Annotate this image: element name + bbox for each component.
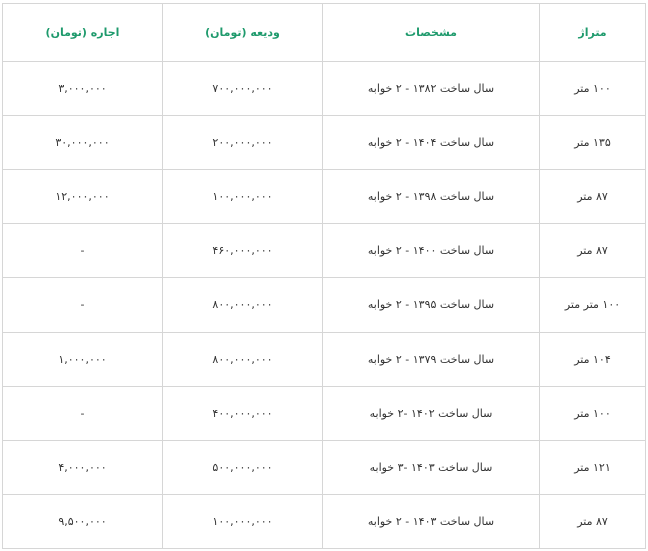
header-specs: مشخصات — [323, 4, 540, 62]
cell-specs: سال ساخت ۱۳۹۸ - ۲ خوابه — [323, 170, 540, 224]
cell-rent: ۳۰,۰۰۰,۰۰۰ — [3, 116, 163, 170]
cell-deposit: ۱۰۰,۰۰۰,۰۰۰ — [163, 494, 323, 548]
cell-specs: سال ساخت ۱۳۸۲ - ۲ خوابه — [323, 62, 540, 116]
header-deposit: ودیعه (تومان) — [163, 4, 323, 62]
cell-specs: سال ساخت ۱۴۰۳ - ۲ خوابه — [323, 494, 540, 548]
cell-deposit: ۷۰۰,۰۰۰,۰۰۰ — [163, 62, 323, 116]
table-row — [3, 386, 646, 440]
table-row — [3, 494, 646, 548]
cell-specs: سال ساخت ۱۴۰۴ - ۲ خوابه — [323, 116, 540, 170]
rental-listings-table-container — [2, 3, 645, 549]
cell-area: ۱۳۵ متر — [540, 116, 646, 170]
cell-area: ۱۰۰ متر متر — [540, 278, 646, 332]
cell-area: ۱۲۱ متر — [540, 440, 646, 494]
table-row — [3, 440, 646, 494]
cell-area: ۱۰۰ متر — [540, 386, 646, 440]
cell-deposit: ۱۰۰,۰۰۰,۰۰۰ — [163, 170, 323, 224]
cell-rent: - — [3, 224, 163, 278]
table-row — [3, 116, 646, 170]
cell-rent: ۳,۰۰۰,۰۰۰ — [3, 62, 163, 116]
cell-specs: سال ساخت ۱۳۹۵ - ۲ خوابه — [323, 278, 540, 332]
cell-rent: ۱۲,۰۰۰,۰۰۰ — [3, 170, 163, 224]
table-row — [3, 170, 646, 224]
cell-rent: - — [3, 278, 163, 332]
cell-rent: - — [3, 386, 163, 440]
table-row — [3, 62, 646, 116]
cell-rent: ۱,۰۰۰,۰۰۰ — [3, 332, 163, 386]
cell-specs: سال ساخت ۱۴۰۰ - ۲ خوابه — [323, 224, 540, 278]
table-header — [3, 4, 646, 62]
table-row — [3, 278, 646, 332]
header-row — [3, 4, 646, 62]
cell-deposit: ۴۰۰,۰۰۰,۰۰۰ — [163, 386, 323, 440]
cell-deposit: ۵۰۰,۰۰۰,۰۰۰ — [163, 440, 323, 494]
rental-listings-table — [2, 3, 646, 549]
cell-area: ۸۷ متر — [540, 224, 646, 278]
cell-deposit: ۸۰۰,۰۰۰,۰۰۰ — [163, 278, 323, 332]
cell-deposit: ۲۰۰,۰۰۰,۰۰۰ — [163, 116, 323, 170]
cell-rent: ۹,۵۰۰,۰۰۰ — [3, 494, 163, 548]
cell-specs: سال ساخت ۱۴۰۳ -۳ خوابه — [323, 440, 540, 494]
header-rent: اجاره (تومان) — [3, 4, 163, 62]
cell-specs: سال ساخت ۱۴۰۲ -۲ خوابه — [323, 386, 540, 440]
cell-rent: ۴,۰۰۰,۰۰۰ — [3, 440, 163, 494]
cell-area: ۸۷ متر — [540, 170, 646, 224]
cell-deposit: ۸۰۰,۰۰۰,۰۰۰ — [163, 332, 323, 386]
cell-area: ۸۷ متر — [540, 494, 646, 548]
table-row — [3, 224, 646, 278]
cell-area: ۱۰۰ متر — [540, 62, 646, 116]
table-body — [3, 62, 646, 549]
cell-specs: سال ساخت ۱۳۷۹ - ۲ خوابه — [323, 332, 540, 386]
table-row — [3, 332, 646, 386]
cell-area: ۱۰۴ متر — [540, 332, 646, 386]
header-area: متراژ — [540, 4, 646, 62]
cell-deposit: ۴۶۰,۰۰۰,۰۰۰ — [163, 224, 323, 278]
